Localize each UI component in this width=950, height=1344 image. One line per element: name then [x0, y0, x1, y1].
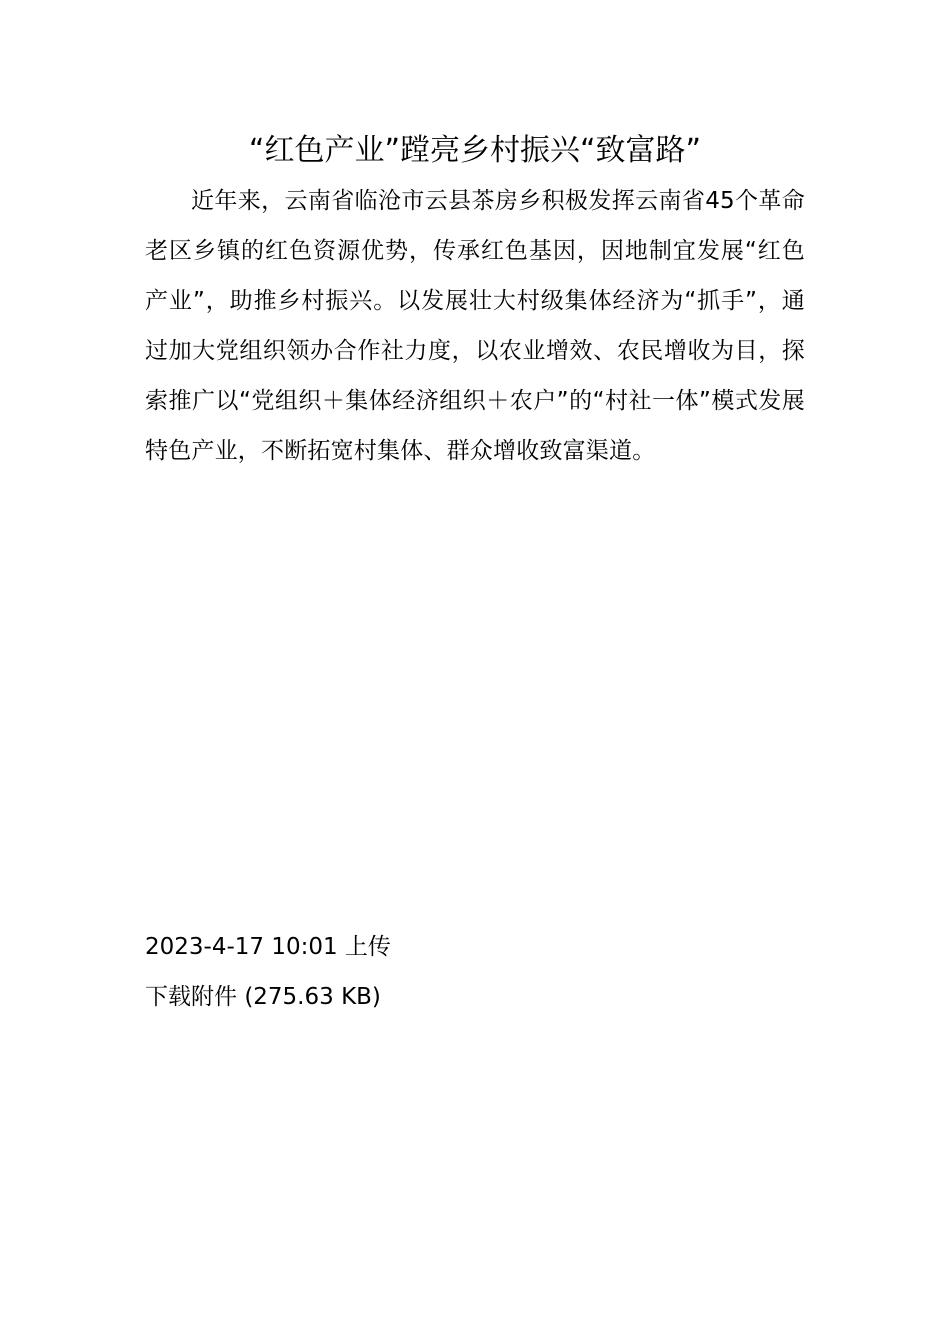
- article-body: 近年来，云南省临沧市云县茶房乡积极发挥云南省45个革命老区乡镇的红色资源优势，传承红色基因，因地制宜发展“红色产业”，助推乡村振兴。以发展壮大村级集体经济为“抓手”，通过加大党组织领办合作社力度，以农业增效、农民增收为目，探索推广以“党组织＋集体经济组织＋农户”的“村社一体”模式发展特色产业，不断拓宽村集体、群众增收致富渠道。: [145, 188, 805, 464]
- download-attachment-link[interactable]: 下载附件: [145, 984, 237, 1010]
- file-size: (275.63 KB): [244, 984, 381, 1010]
- upload-timestamp: 2023-4-17 10:01 上传: [145, 934, 391, 960]
- article-title: “红色产业”蹚亮乡村振兴“致富路”: [248, 133, 702, 168]
- download-attachment-row: [145, 972, 805, 1022]
